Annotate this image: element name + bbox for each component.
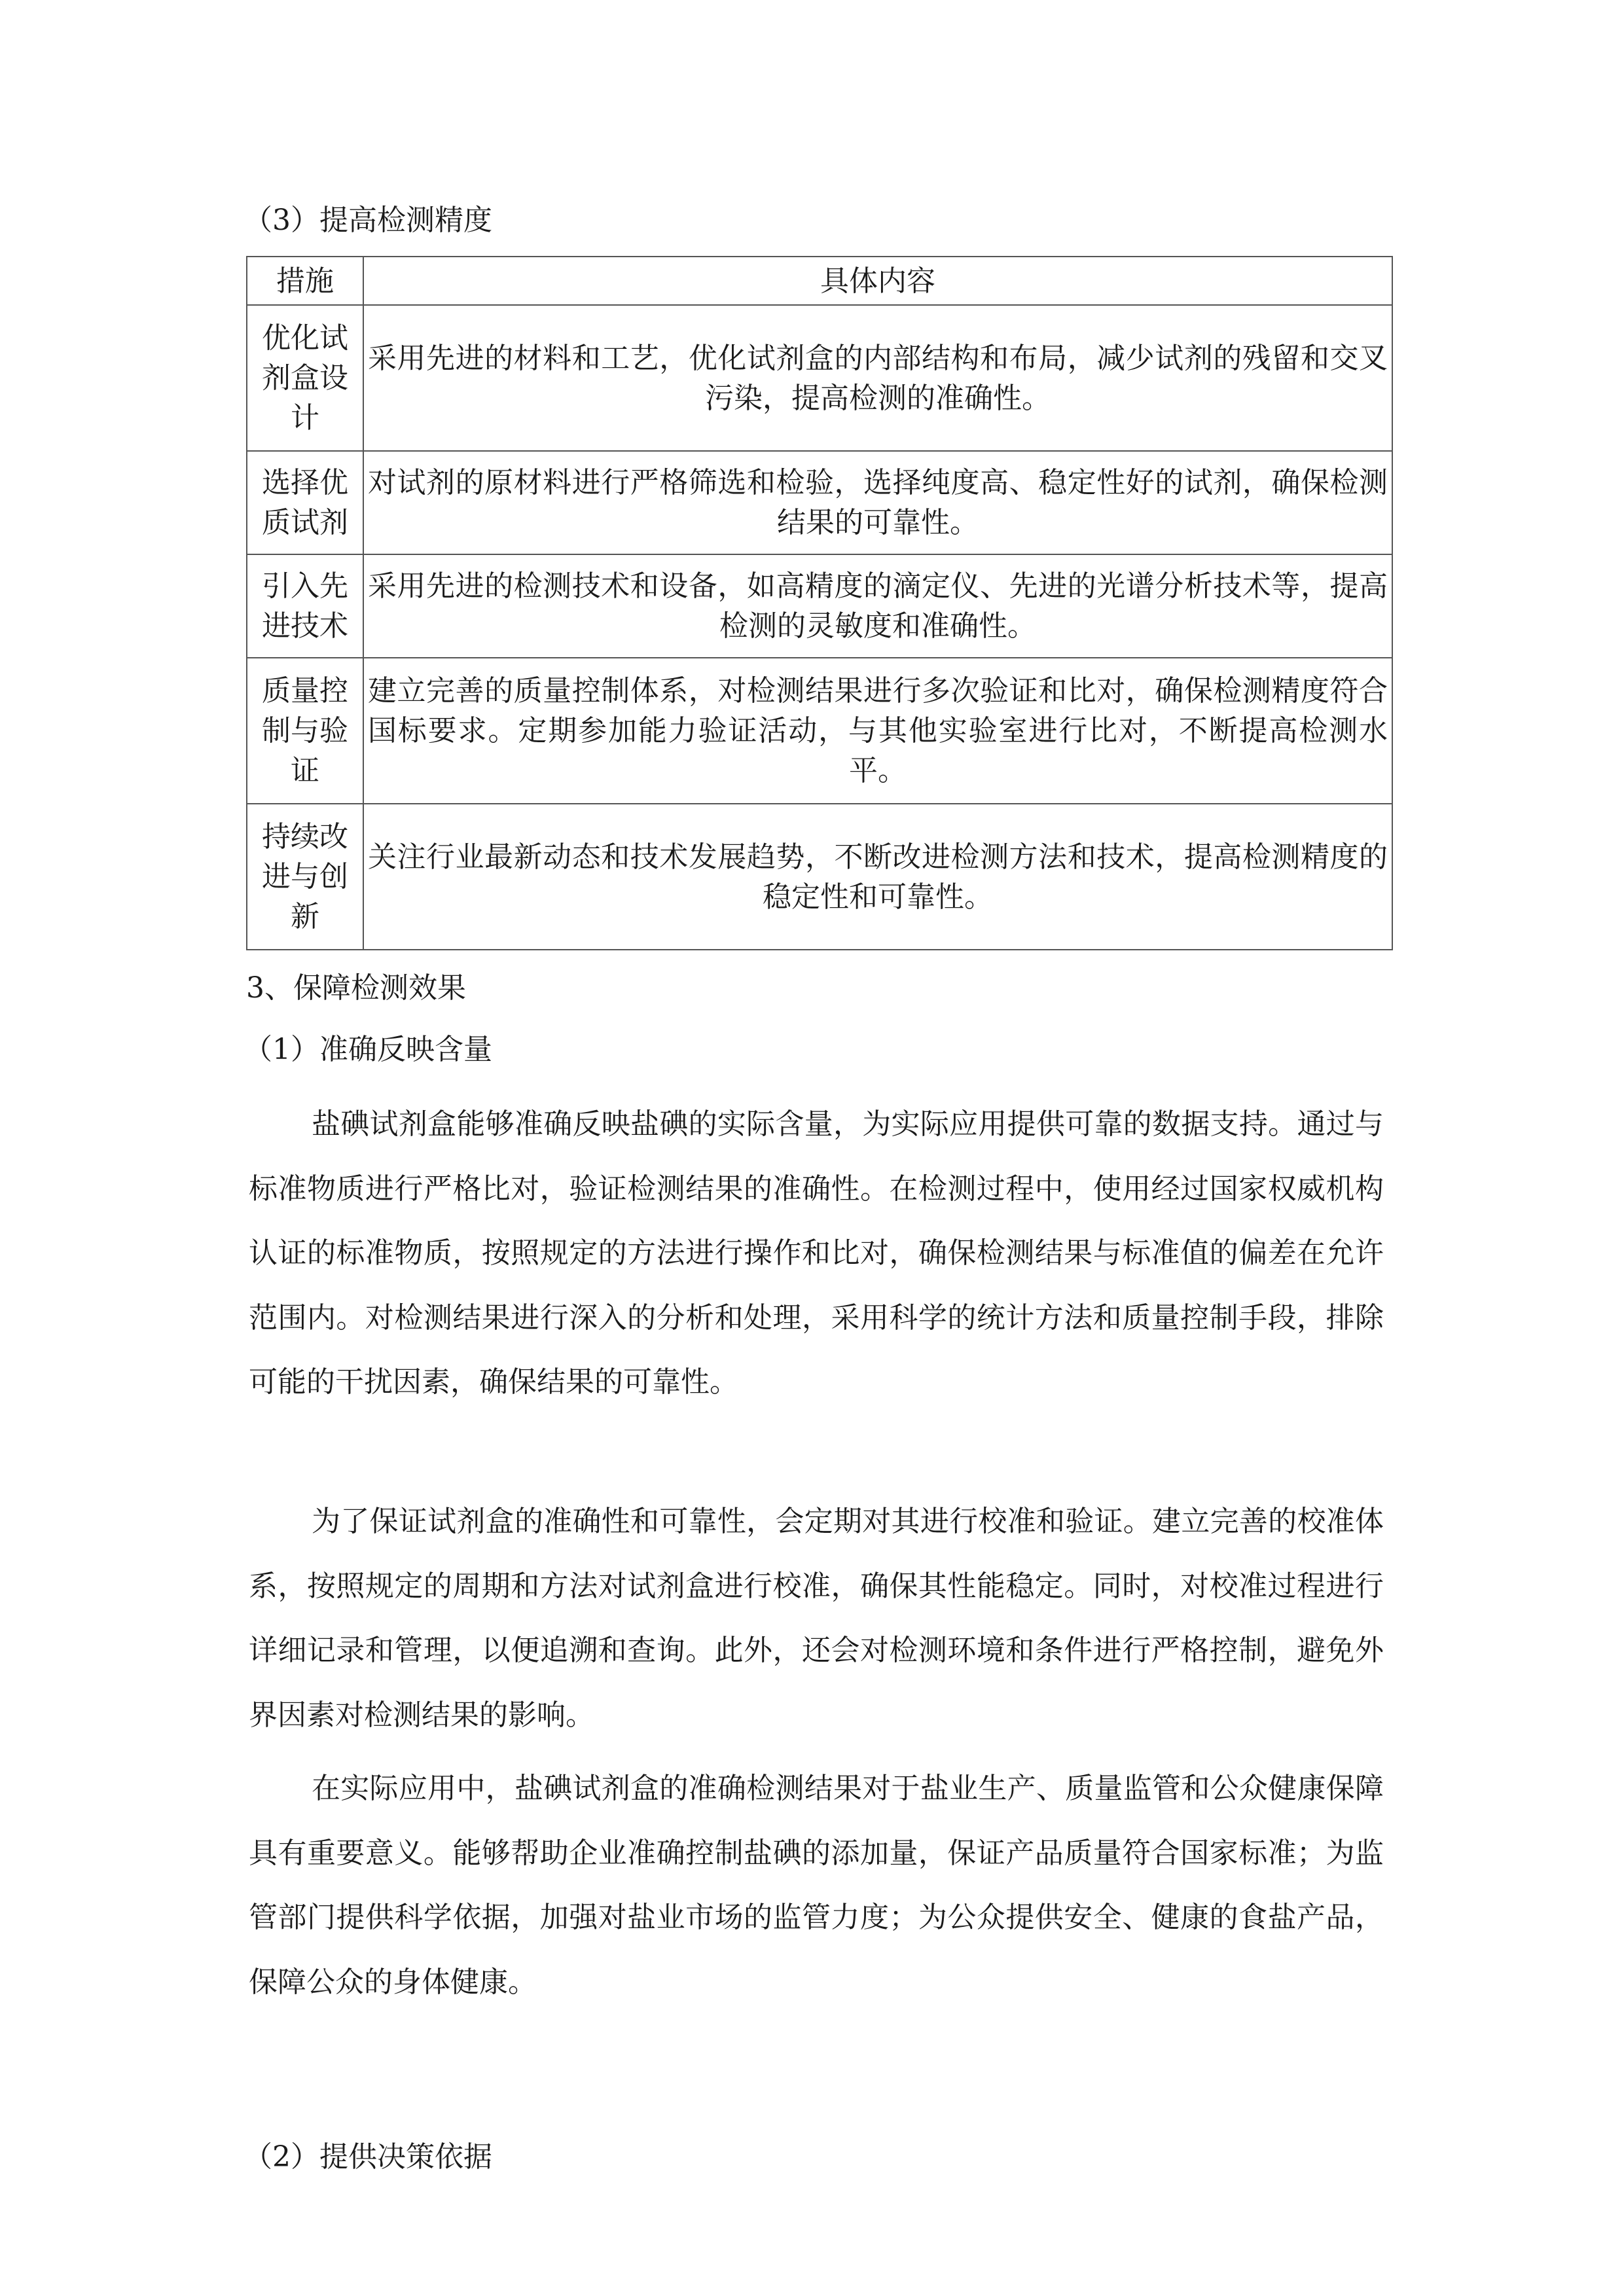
content-cell: 对试剂的原材料进行严格筛选和检验，选择纯度高、稳定性好的试剂，确保检测结果的可靠性。: [363, 451, 1392, 554]
table-row: [247, 804, 1392, 950]
header-content: 具体内容: [363, 257, 1392, 305]
section-heading-improve-accuracy: （3）提高检测精度: [244, 204, 492, 237]
body-paragraph: 在实际应用中，盐碘试剂盒的准确检测结果对于盐业生产、质量监管和公众健康保障具有重要意义。能够帮助企业准确控制盐碘的添加量，保证产品质量符合国家标准；为监管部门提供科学依据，加强对盐业市场的监管力度；为公众提供安全、健康的食盐产品，保障公众的身体健康。: [249, 1772, 1384, 1999]
content-cell: 关注行业最新动态和技术发展趋势，不断改进检测方法和技术，提高检测精度的稳定性和可靠性。: [363, 804, 1392, 950]
content-cell: 建立完善的质量控制体系，对检测结果进行多次验证和比对，确保检测精度符合国标要求。定期参加能力验证活动，与其他实验室进行比对，不断提高检测水平。: [363, 658, 1392, 804]
header-measure: 措施: [247, 257, 363, 305]
content-cell: 采用先进的材料和工艺，优化试剂盒的内部结构和布局，减少试剂的残留和交叉污染，提高检测的准确性。: [363, 305, 1392, 451]
body-paragraph: 为了保证试剂盒的准确性和可靠性，会定期对其进行校准和验证。建立完善的校准体系，按照规定的周期和方法对试剂盒进行校准，确保其性能稳定。同时，对校准过程进行详细记录和管理，以便追溯和查询。此外，还会对检测环境和条件进行严格控制，避免外界因素对检测结果的影响。: [249, 1505, 1384, 1732]
table-row: [247, 305, 1392, 451]
table-row: [247, 451, 1392, 554]
measure-cell: 持续改进与创新: [247, 804, 363, 950]
measure-cell: 质量控制与验证: [247, 658, 363, 804]
measure-cell: 引入先进技术: [247, 554, 363, 658]
measures-table: [246, 256, 1393, 950]
table-row: [247, 554, 1392, 658]
measure-cell: 选择优质试剂: [247, 451, 363, 554]
table-row: [247, 658, 1392, 804]
content-cell: 采用先进的检测技术和设备，如高精度的滴定仪、先进的光谱分析技术等，提高检测的灵敏度和准确性。: [363, 554, 1392, 658]
subsection-heading-accurate-content: （1）准确反映含量: [244, 1033, 492, 1066]
measure-cell: 优化试剂盒设计: [247, 305, 363, 451]
table-header-row: [247, 257, 1392, 305]
body-paragraph: 盐碘试剂盒能够准确反映盐碘的实际含量，为实际应用提供可靠的数据支持。通过与标准物质进行严格比对，验证检测结果的准确性。在检测过程中，使用经过国家权威机构认证的标准物质，按照规定的方法进行操作和比对，确保检测结果与标准值的偏差在允许范围内。对检测结果进行深入的分析和处理，采用科学的统计方法和质量控制手段，排除可能的干扰因素，确保结果的可靠性。: [249, 1107, 1384, 1399]
section-heading-ensure-effect: 3、保障检测效果: [246, 971, 466, 1005]
subsection-heading-decision-basis: （2）提供决策依据: [244, 2140, 492, 2174]
